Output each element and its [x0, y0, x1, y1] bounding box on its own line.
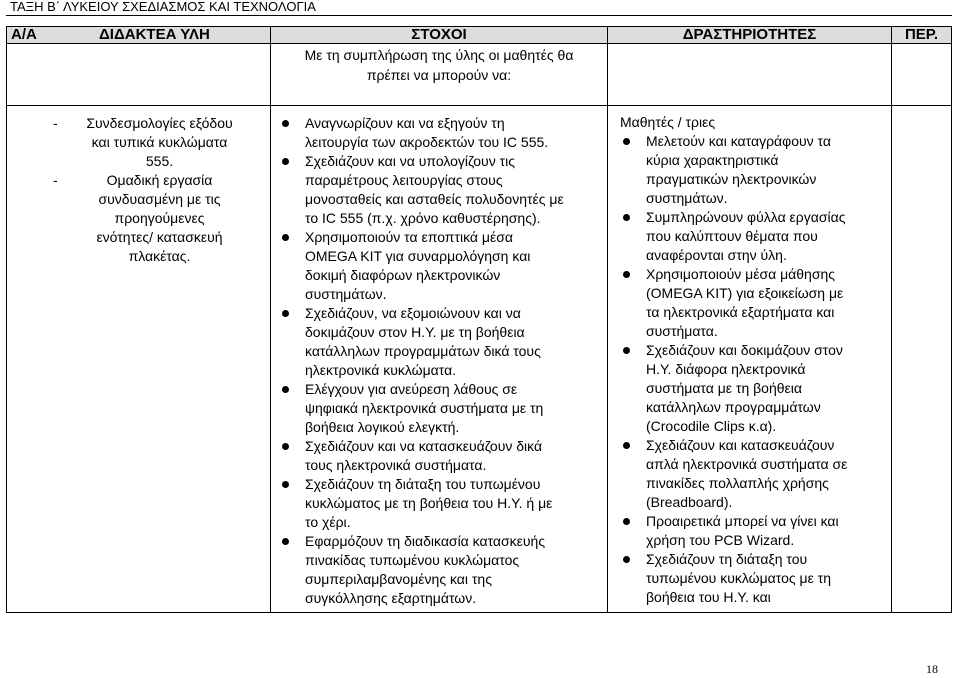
bullet-icon	[282, 481, 289, 488]
bullet-line: Σχεδιάζουν και δοκιμάζουν στον	[646, 342, 843, 358]
activities-cell	[608, 106, 892, 613]
objectives-intro	[271, 44, 607, 85]
header-aa-content	[7, 27, 271, 44]
content-item	[53, 171, 270, 266]
bullet-line: κατάλληλων προγραμμάτων	[646, 399, 821, 415]
objectives-list	[279, 114, 601, 608]
content-line: και τυπικά κυκλώματα	[91, 134, 228, 150]
bullet-line: που καλύπτουν θέματα που	[646, 228, 818, 244]
header-divider	[6, 15, 952, 16]
content-row	[7, 106, 952, 613]
bullet-icon	[282, 443, 289, 450]
bullet-icon	[623, 214, 630, 221]
bullet-line: χρήση του PCB Wizard.	[646, 532, 795, 548]
intro-empty-cell	[892, 44, 952, 106]
objective-item	[279, 380, 601, 437]
bullet-line: Συμπληρώνουν φύλλα εργασίας	[646, 209, 846, 225]
content-list	[7, 106, 270, 266]
content-item-text	[77, 114, 242, 171]
bullet-line: Σχεδιάζουν και κατασκευάζουν	[646, 437, 835, 453]
header-objectives: ΣΤΟΧΟΙ	[271, 27, 608, 44]
bullet-line: Εφαρμόζουν τη διαδικασία κατασκευής	[305, 533, 546, 549]
bullet-line: βοήθεια λογικού ελεγκτή.	[305, 419, 460, 435]
bullet-line: απλά ηλεκτρονικά συστήματα σε	[646, 456, 848, 472]
bullet-line: συμπεριλαμβανομένης και της	[305, 571, 492, 587]
bullet-line: το χέρι.	[305, 514, 351, 530]
bullet-icon	[282, 120, 289, 127]
bullet-line: Μελετούν και καταγράφουν τα	[646, 133, 831, 149]
content-line: ενότητες/ κατασκευή	[96, 229, 223, 245]
bullet-line: το IC 555 (π.χ. χρόνο καθυστέρησης).	[305, 210, 541, 226]
content-line: 555.	[145, 153, 174, 169]
content-item-text	[77, 171, 242, 266]
bullet-line: Χρησιμοποιούν τα εποπτικά μέσα	[305, 229, 513, 245]
bullet-icon	[623, 442, 630, 449]
period-cell	[892, 106, 952, 613]
content-line: Ομαδική εργασία	[106, 172, 213, 188]
bullet-line: Η.Υ. διάφορα ηλεκτρονικά	[646, 361, 806, 377]
intro-empty-cell	[7, 44, 271, 106]
intro-empty-cell	[608, 44, 892, 106]
intro-line: πρέπει να μπορούν να:	[366, 67, 512, 83]
bullet-line: κύρια χαρακτηριστικά	[646, 152, 779, 168]
bullet-line: συστημάτων.	[305, 286, 387, 302]
content-item	[53, 114, 270, 171]
activities-list	[620, 132, 885, 607]
bullet-icon	[623, 518, 630, 525]
bullet-icon	[623, 271, 630, 278]
bullet-line: Σχεδιάζουν και να υπολογίζουν τις	[305, 153, 515, 169]
activity-item	[620, 132, 885, 208]
activity-item	[620, 550, 885, 607]
objectives-intro-cell	[271, 44, 608, 106]
activity-item	[620, 341, 885, 436]
bullet-line: (OMEGA KIT) για εξοικείωση με	[646, 285, 844, 301]
content-line: συνδυασμένη με τις	[98, 191, 221, 207]
bullet-line: συστήματα.	[646, 323, 718, 339]
header-activities: ΔΡΑΣΤΗΡΙΟΤΗΤΕΣ	[608, 27, 892, 44]
bullet-line: δοκιμή διαφόρων ηλεκτρονικών	[305, 267, 501, 283]
dash-marker: -	[53, 172, 58, 188]
bullet-line: Σχεδιάζουν και να κατασκευάζουν δικά	[305, 438, 543, 454]
bullet-icon	[282, 310, 289, 317]
bullet-line: Χρησιμοποιούν μέσα μάθησης	[646, 266, 836, 282]
content-line: Συνδεσμολογίες εξόδου	[86, 115, 233, 131]
bullet-line: λειτουργία των ακροδεκτών του IC 555.	[305, 134, 549, 150]
activity-item	[620, 208, 885, 265]
activity-item	[620, 436, 885, 512]
bullet-line: συστήματα με τη βοήθεια	[646, 380, 802, 396]
objective-item	[279, 228, 601, 304]
bullet-line: συστημάτων.	[646, 190, 728, 206]
activity-item	[620, 265, 885, 341]
bullet-line: πινακίδας τυπωμένου κυκλώματος	[305, 552, 520, 568]
bullet-line: Σχεδιάζουν τη διάταξη του τυπωμένου	[305, 476, 541, 492]
header-aa: Α/Α	[11, 26, 37, 43]
bullet-icon	[623, 347, 630, 354]
bullet-icon	[282, 538, 289, 545]
header-period: ΠΕΡ.	[892, 27, 952, 44]
bullet-line: Σχεδιάζουν τη διάταξη του	[646, 551, 808, 567]
bullet-line: πινακίδες πολλαπλής χρήσης	[646, 475, 829, 491]
bullet-icon	[282, 158, 289, 165]
bullet-icon	[623, 138, 630, 145]
bullet-line: κυκλώματος με τη βοήθεια του Η.Υ. ή με	[305, 495, 553, 511]
objective-item	[279, 114, 601, 152]
bullet-line: τους ηλεκτρονικά συστήματα.	[305, 457, 487, 473]
bullet-line: τυπωμένου κυκλώματος με τη	[646, 570, 832, 586]
page-header: ΤΑΞΗ Β΄ ΛΥΚΕΙΟΥ ΣΧΕΔΙΑΣΜΟΣ ΚΑΙ ΤΕΧΝΟΛΟΓΙΑ	[10, 0, 316, 14]
bullet-line: (Breadboard).	[646, 494, 733, 510]
activity-item	[620, 512, 885, 550]
bullet-line: OMEGA KIT για συναρμολόγηση και	[305, 248, 531, 264]
objective-item	[279, 532, 601, 608]
bullet-line: συγκόλλησης εξαρτημάτων.	[305, 590, 477, 606]
content-line: πλακέτας.	[128, 248, 191, 264]
bullet-line: Αναγνωρίζουν και να εξηγούν τη	[305, 115, 505, 131]
bullet-line: βοήθεια του Η.Υ. και	[646, 589, 771, 605]
bullet-line: αναφέρονται στην ύλη.	[646, 247, 787, 263]
activities-heading: Μαθητές / τριες	[620, 114, 716, 130]
objective-item	[279, 475, 601, 532]
objective-item	[279, 437, 601, 475]
intro-row	[7, 44, 952, 106]
bullet-line: (Crocodile Clips κ.α).	[646, 418, 777, 434]
bullet-line: μονοσταθείς και ασταθείς πολυδονητές με	[305, 191, 564, 207]
content-cell	[7, 106, 271, 613]
content-line: προηγούμενες	[114, 210, 205, 226]
bullet-line: κατάλληλων προγραμμάτων δικά τους	[305, 343, 541, 359]
curriculum-table	[6, 26, 952, 613]
bullet-line: ψηφιακά ηλεκτρονικά συστήματα με τη	[305, 400, 544, 416]
bullet-line: Προαιρετικά μπορεί να γίνει και	[646, 513, 839, 529]
bullet-line: πραγματικών ηλεκτρονικών	[646, 171, 817, 187]
objective-item	[279, 152, 601, 228]
page-number: 18	[926, 662, 938, 676]
bullet-line: τα ηλεκτρονικά εξαρτήματα και	[646, 304, 835, 320]
bullet-icon	[623, 556, 630, 563]
objective-item	[279, 304, 601, 380]
bullet-line: Σχεδιάζουν, να εξομοιώνουν και να	[305, 305, 521, 321]
objectives-cell	[271, 106, 608, 613]
intro-line: Με τη συμπλήρωση της ύλης οι μαθητές θα	[304, 47, 574, 63]
bullet-line: παραμέτρους λειτουργίας στους	[305, 172, 503, 188]
bullet-icon	[282, 386, 289, 393]
bullet-line: Ελέγχουν για ανεύρεση λάθους σε	[305, 381, 518, 397]
table-header-row	[7, 27, 952, 44]
bullet-icon	[282, 234, 289, 241]
dash-marker: -	[53, 115, 58, 131]
header-content: ΔΙΔΑΚΤΕΑ ΥΛΗ	[99, 26, 210, 43]
bullet-line: δοκιμάζουν στον Η.Υ. με τη βοήθεια	[305, 324, 525, 340]
bullet-line: ηλεκτρονικά κυκλώματα.	[305, 362, 457, 378]
